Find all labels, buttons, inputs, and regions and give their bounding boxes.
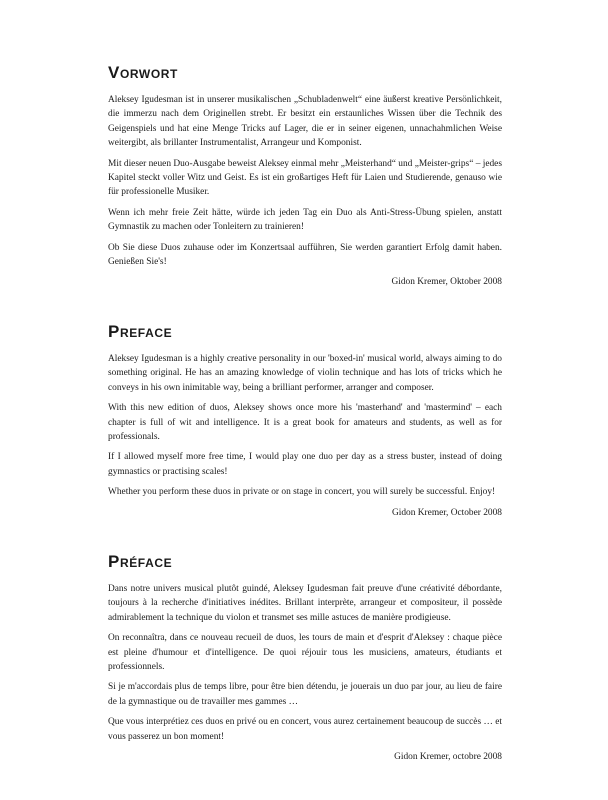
signature: Gidon Kremer, October 2008 <box>391 507 502 518</box>
signature: Gidon Kremer, Oktober 2008 <box>391 277 502 288</box>
section-heading: Preface <box>108 321 173 341</box>
section-heading: Vorwort <box>108 63 178 82</box>
paragraph: Whether you perform these duos in private or on stage in concert, you will surely be successful. Enjoy! <box>108 487 496 498</box>
paragraph: On reconnaîtra, dans ce nouveau recueil de duos, les tours de main et d'esprit d'Aleksey : chaque pièce est pleine d'humour et d'intelligence. De quoi réjouir tous les musiciens, amateurs, étudiants et professionnels. <box>108 633 502 672</box>
document-page <box>108 60 502 764</box>
paragraph: Mit dieser neuen Duo-Ausgabe beweist Aleksey einmal mehr „Meisterhand“ und „Meister-grips“ – jedes Kapitel steckt voller Witz und Geist. Es ist ein großartiges Heft für Laien und Studierende, genauso wie für professionelle Musiker. <box>108 158 502 198</box>
signature: Gidon Kremer, octobre 2008 <box>394 752 502 762</box>
paragraph: With this new edition of duos, Aleksey shows once more his 'masterhand' and 'mastermind' – each chapter is full of wit and intelligence. It is a great book for amateurs and students, as well as for professionals. <box>108 403 502 442</box>
paragraph: Dans notre univers musical plutôt guindé, Aleksey Igudesman fait preuve d'une créativité débordante, toujours à la recherche d'initiatives inédites. Brillant interprète, arrangeur et compositeur, il possède admirablement la technique du violon et transmet ses mille astuces de manière prodigieuse. <box>108 583 502 623</box>
paragraph: Aleksey Igudesman is a highly creative personality in our 'boxed-in' musical world, always aiming to do something original. He has an amazing knowledge of violin technique and has lots of tricks which he conveys in his own inimitable way, being a brilliant performer, arranger and composer. <box>108 353 502 393</box>
section-preface <box>108 322 502 520</box>
paragraph: Ob Sie diese Duos zuhause oder im Konzertsaal aufführen, Sie werden garantiert Erfolg damit haben. Genießen Sie's! <box>108 242 502 268</box>
paragraph: Wenn ich mehr freie Zeit hätte, würde ich jeden Tag ein Duo als Anti-Stress-Übung spielen, anstatt Gymnastik zu machen oder Tonleitern zu trainieren! <box>108 207 502 233</box>
section-preface-fr <box>108 552 502 764</box>
paragraph: Que vous interprétiez ces duos en privé ou en concert, vous aurez certainement beaucoup de succès … et vous passerez un bon moment! <box>108 717 502 742</box>
section-heading: Préface <box>108 551 173 571</box>
paragraph: Aleksey Igudesman ist in unserer musikalischen „Schubladenwelt“ eine äußerst kreative Persönlichkeit, die immerzu nach dem Originellen strebt. Er besitzt ein erstaunliches Wissen über die Technik des Geigenspiels und hat eine Menge Tricks auf Lager, die er in seiner eigenen, unnachahmlichen Weise weitergibt, als brillanter Instrumentalist, Arrangeur und Komponist. <box>108 95 502 149</box>
section-vorwort <box>108 63 502 290</box>
paragraph: If I allowed myself more free time, I would play one duo per day as a stress buster, instead of doing gymnastics or practising scales! <box>108 452 502 477</box>
paragraph: Si je m'accordais plus de temps libre, pour être bien détendu, je jouerais un duo par jour, au lieu de faire de la gymnastique ou de travailler mes gammes … <box>108 682 502 707</box>
